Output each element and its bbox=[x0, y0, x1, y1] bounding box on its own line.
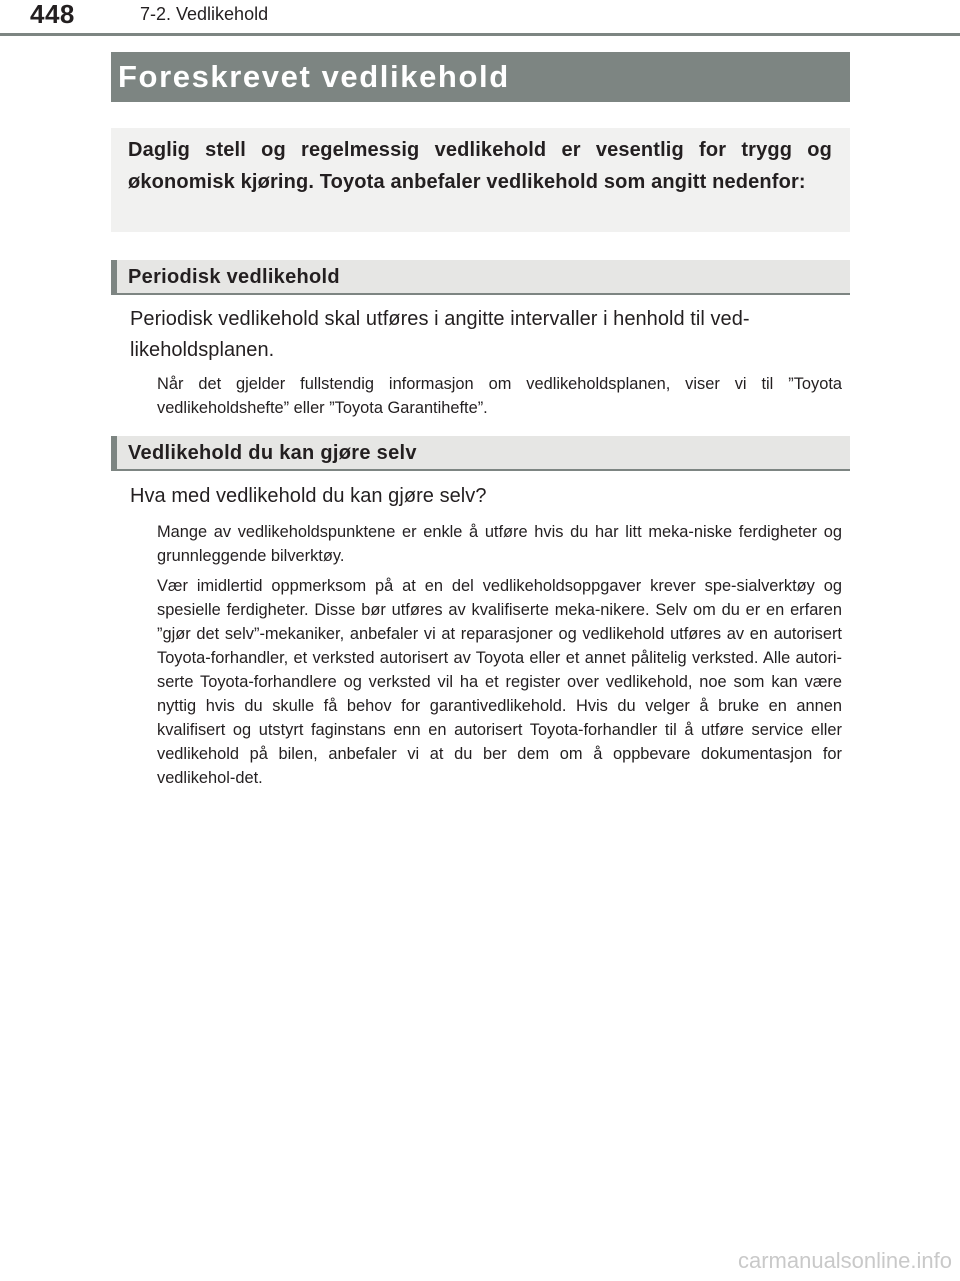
running-head-chapter: 7-2. Vedlikehold bbox=[140, 4, 269, 24]
section-heading-diy bbox=[111, 436, 850, 471]
section-heading-label: Periodisk vedlikehold bbox=[128, 266, 340, 288]
section-heading-label: Vedlikehold du kan gjøre selv bbox=[128, 442, 417, 464]
body-paragraph: Vær imidlertid oppmerksom på at en del vedlikeholdsoppgaver krever spe-sialverktøy og spesielle ferdigheter. Disse bør utføres av kvalifiserte meka-nikere. Selv om du er en erfaren ”gjør det selv”-mekaniker, anbefaler vi at reparasjoner og vedlikehold utføres av en autorisert Toyota-forhandler, et verksted autorisert av Toyota eller et annet pålitelig verksted. Alle autori-serte Toyota-forhandlere og verksted vil ha et register over vedlikehold, noe som kan være nyttig hvis du skulle få behov for garantivedlikehold. Hvis du velger å bruke en annen kvalifisert og utstyrt faginstans enn en autorisert Toyota-forhandler til å utføre service eller vedlikehold på bilen, anbefaler vi at du ber dem om å oppbevare dokumentasjon for vedlikehol-det. bbox=[157, 577, 842, 787]
section-heading-periodic bbox=[111, 260, 850, 295]
body-paragraph: Mange av vedlikeholdspunktene er enkle å utføre hvis du har litt meka-niske ferdigheter og grunnleggende bilverktøy. bbox=[157, 523, 842, 565]
page-title: Foreskrevet vedlikehold bbox=[118, 59, 510, 94]
intro-box bbox=[111, 128, 850, 232]
section-lead-periodic: Periodisk vedlikehold skal utføres i angitte intervaller i henhold til ved-likeholdsplanen. bbox=[130, 308, 750, 361]
section-lead-diy: Hva med vedlikehold du kan gjøre selv? bbox=[130, 485, 487, 507]
body-paragraph: Når det gjelder fullstendig informasjon om vedlikeholdsplanen, viser vi til ”Toyota vedlikeholdshefte” eller ”Toyota Garantihefte”. bbox=[157, 375, 842, 417]
page-number: 448 bbox=[30, 0, 75, 29]
section-heading-bar bbox=[111, 436, 117, 469]
page-title-band bbox=[111, 52, 850, 102]
watermark-text: carmanualsonline.info bbox=[737, 1248, 952, 1273]
header-divider bbox=[0, 33, 960, 36]
intro-text: Daglig stell og regelmessig vedlikehold er vesentlig for trygg og økonomisk kjøring. Toyota anbefaler vedlikehold som angitt nedenfor: bbox=[128, 139, 832, 193]
section-heading-bar bbox=[111, 260, 117, 293]
